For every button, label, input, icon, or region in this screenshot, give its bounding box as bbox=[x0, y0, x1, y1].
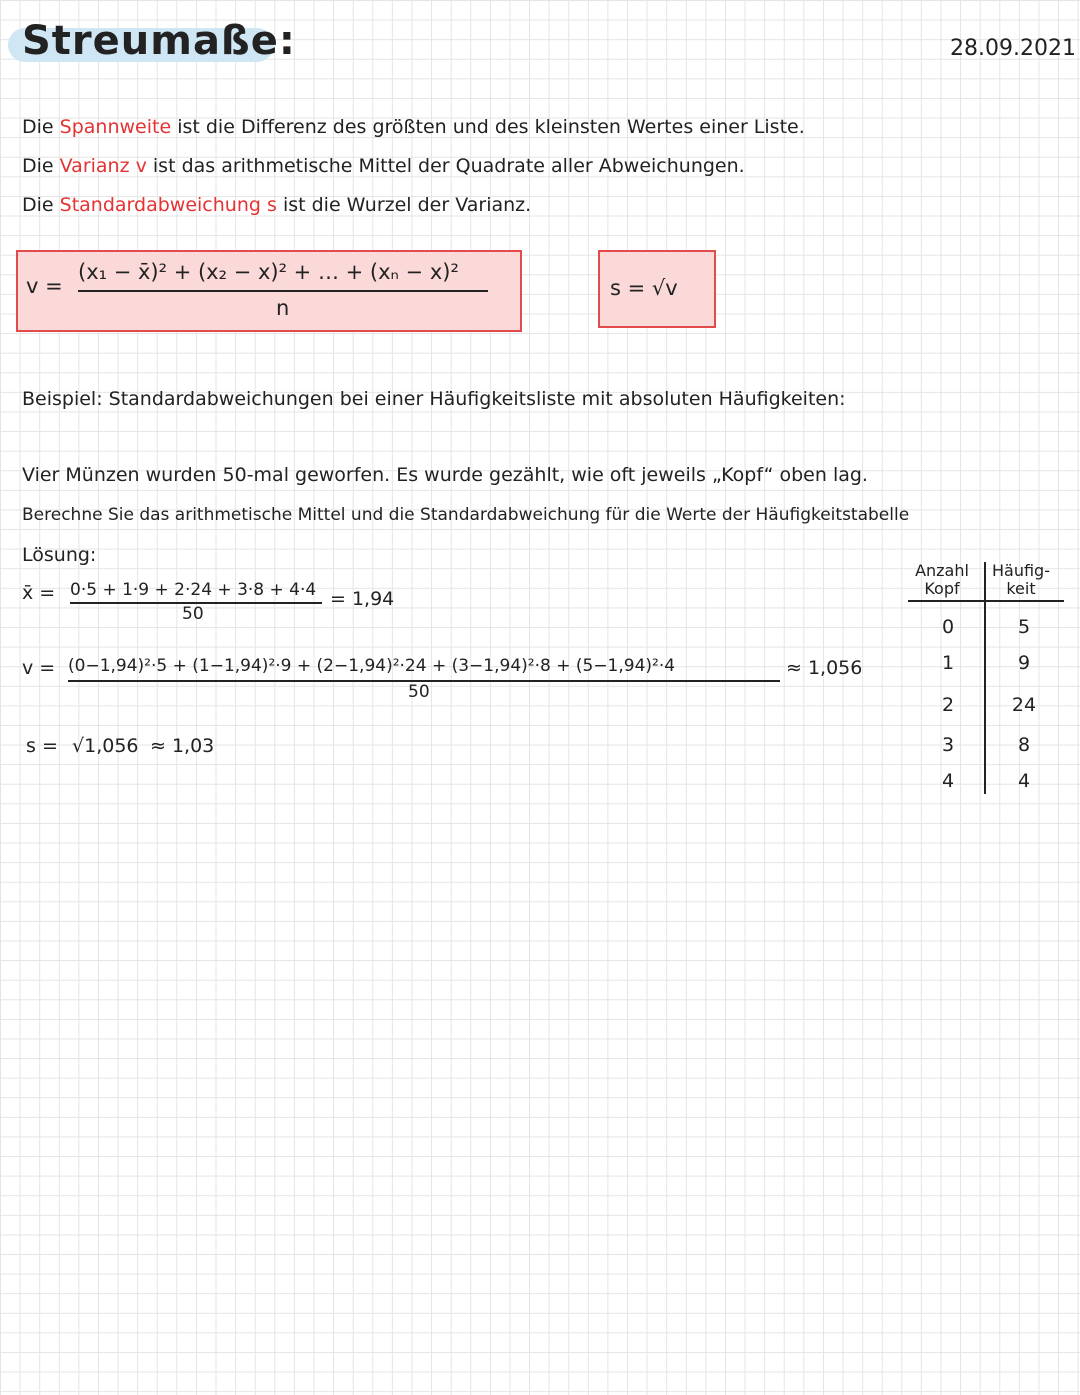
mean-denominator: 50 bbox=[182, 604, 204, 624]
definition-text: ist die Differenz des größten und des kleinsten Wertes einer Liste. bbox=[177, 116, 805, 138]
example-heading: Beispiel: Standardabweichungen bei einer Häufigkeitsliste mit absoluten Häufigkeiten: bbox=[22, 388, 846, 410]
page-title: Streumaße: bbox=[22, 18, 296, 64]
definition-text: ist die Wurzel der Varianz. bbox=[282, 194, 532, 216]
term-range: Spannweite bbox=[59, 116, 172, 138]
task-line-2: Berechne Sie das arithmetische Mittel und die Standardabweichung für die Werte der Häufigkeitstabelle bbox=[22, 505, 910, 525]
variance-formula-box bbox=[16, 250, 522, 332]
variance-denominator: 50 bbox=[408, 682, 430, 702]
variance-formula-lhs: v = bbox=[26, 274, 63, 298]
variance-lhs: v = bbox=[22, 657, 56, 679]
sd-lhs: s = bbox=[26, 735, 58, 757]
table-header-frequency: Häufig-keit bbox=[992, 561, 1050, 598]
std-formula-box bbox=[598, 250, 716, 328]
table-header-rule bbox=[908, 600, 1064, 602]
sd-radicand: √1,056 bbox=[72, 735, 139, 757]
task-line-1: Vier Münzen wurden 50-mal geworfen. Es wurde gezählt, wie oft jeweils „Kopf“ oben lag. bbox=[22, 464, 868, 486]
definition-prefix: Die bbox=[22, 116, 54, 138]
mean-lhs: x̄ = bbox=[22, 582, 56, 604]
table-cell-frequency: 5 bbox=[1017, 616, 1031, 638]
fraction-bar bbox=[78, 290, 488, 292]
definition-text: ist das arithmetische Mittel der Quadrate aller Abweichungen. bbox=[152, 155, 745, 177]
sd-result: ≈ 1,03 bbox=[150, 735, 215, 757]
table-cell-count: 4 bbox=[941, 770, 955, 792]
term-standard-deviation: Standardabweichung s bbox=[59, 194, 277, 216]
variance-formula-denominator: n bbox=[276, 296, 290, 320]
solution-label: Lösung: bbox=[22, 544, 97, 566]
table-cell-frequency: 9 bbox=[1017, 652, 1031, 674]
mean-result: = 1,94 bbox=[330, 588, 395, 610]
variance-result: ≈ 1,056 bbox=[786, 657, 863, 679]
variance-formula-numerator: (x₁ − x̄)² + (x₂ − x)² + … + (xₙ − x)² bbox=[78, 260, 459, 284]
definition-variance bbox=[22, 155, 745, 177]
table-column-rule bbox=[984, 562, 986, 794]
table-cell-count: 1 bbox=[941, 652, 955, 674]
table-header-count: Anzahl Kopf bbox=[915, 561, 969, 598]
table-cell-frequency: 24 bbox=[1011, 694, 1037, 716]
definition-prefix: Die bbox=[22, 155, 54, 177]
table-cell-count: 0 bbox=[941, 616, 955, 638]
table-cell-count: 3 bbox=[941, 734, 955, 756]
std-formula: s = √v bbox=[610, 276, 678, 300]
term-variance: Varianz v bbox=[59, 155, 147, 177]
table-cell-count: 2 bbox=[941, 694, 955, 716]
table-cell-frequency: 4 bbox=[1017, 770, 1031, 792]
table-cell-frequency: 8 bbox=[1017, 734, 1031, 756]
definition-standard-deviation bbox=[22, 194, 531, 216]
definition-range bbox=[22, 116, 805, 138]
mean-numerator: 0·5 + 1·9 + 2·24 + 3·8 + 4·4 bbox=[70, 580, 317, 600]
definition-prefix: Die bbox=[22, 194, 54, 216]
variance-numerator: (0−1,94)²·5 + (1−1,94)²·9 + (2−1,94)²·24 + (3−1,94)²·8 + (5−1,94)²·4 bbox=[68, 656, 676, 676]
date: 28.09.2021 bbox=[950, 36, 1076, 61]
